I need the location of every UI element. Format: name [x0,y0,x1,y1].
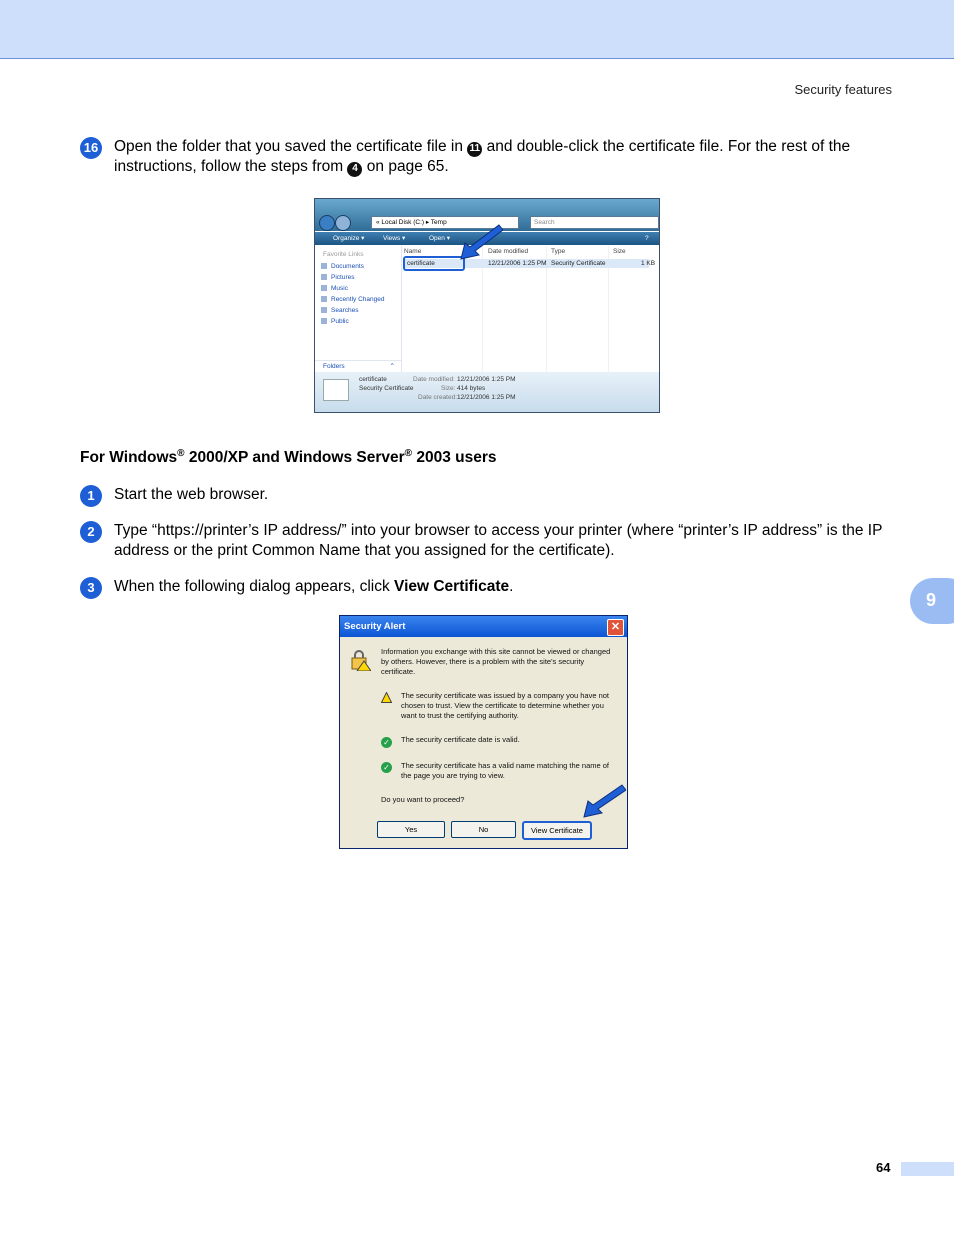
views-button[interactable]: Views ▾ [383,235,406,242]
step-text: and double-click the certificate file. For the rest of the instructions, follow the steps from [114,138,851,175]
step-text: Start the web browser. [114,486,269,503]
detail-size: 414 bytes [457,385,486,392]
warning-icon [381,692,392,703]
step-badge: 3 [80,577,102,599]
dialog-titlebar [340,616,627,637]
lock-warning-icon [349,649,371,671]
dialog-title: Security Alert [344,621,406,632]
view-certificate-bold: View Certificate [394,578,510,595]
file-modified: 12/21/2006 1:25 PM [488,260,547,267]
folders-label: Folders [323,363,345,370]
step-16-text [114,137,900,177]
folder-icon [321,296,327,302]
chevron-up-icon: ⌃ [389,363,395,370]
check-icon: ✓ [381,737,392,748]
step-text: Open the folder that you saved the certificate file in [114,138,463,155]
nav-link-label: Music [331,285,348,292]
folder-icon [321,285,327,291]
file-size: 1 KB [641,260,656,267]
folder-icon [321,307,327,313]
explorer-screenshot [314,198,660,413]
security-alert-dialog [339,615,628,849]
step-text: When the following dialog appears, click [114,578,395,595]
column-header-size[interactable]: Size [613,248,626,255]
details-pane [315,372,659,412]
nav-link-label: Searches [331,307,359,314]
nav-link-public[interactable] [321,318,349,325]
heading-text: For Windows [80,449,178,467]
detail-modified: 12/21/2006 1:25 PM [457,376,516,383]
chapter-number: 9 [926,590,937,610]
detail-size-label: Size: [441,385,456,392]
nav-link-pictures[interactable] [321,274,354,281]
page-number: 64 [876,1160,891,1175]
folder-icon [321,263,327,269]
step-16 [80,137,900,177]
proceed-question: Do you want to proceed? [381,795,465,804]
no-button[interactable]: No [451,821,516,838]
step-text: Type “https://printer’s IP address/” into your browser to access your printer (where “printer’s IP address” is the IP address or the print Common Name that you assigned for the certificate). [114,522,883,559]
back-icon[interactable] [319,215,335,231]
name-valid-text: The security certificate has a valid name matching the name of the page you are trying to view. [401,761,610,780]
step-ref-11: 11 [467,142,482,157]
yes-button[interactable]: Yes [377,821,445,838]
nav-link-recently-changed[interactable] [321,296,384,303]
step-text: on page 65. [366,158,449,175]
step-badge: 16 [80,137,102,159]
column-header-name[interactable]: Name [404,248,422,255]
pointer-arrow-icon [580,781,626,819]
step-ref-4: 4 [347,162,362,177]
help-icon[interactable]: ? [645,235,649,242]
view-certificate-button[interactable]: View Certificate [522,821,592,840]
nav-link-label: Recently Changed [331,296,385,303]
detail-modified-label: Date modified: [413,376,455,383]
nav-link-label: Public [331,318,349,325]
file-name[interactable]: certificate [407,260,435,267]
chapter-tab [910,578,954,624]
date-valid-text: The security certificate date is valid. [401,735,520,744]
section-title: Security features [794,82,892,97]
detail-name: certificate [359,376,387,383]
folder-icon [321,274,327,280]
organize-button[interactable]: Organize ▾ [333,235,365,242]
column-header-modified[interactable]: Date modified [488,248,529,255]
favorite-links-title: Favorite Links [323,251,364,258]
column-header-type[interactable]: Type [551,248,566,255]
file-type: Security Certificate [551,260,606,267]
registered-mark: ® [404,448,413,459]
detail-type: Security Certificate [359,385,414,392]
warning-text: The security certificate was issued by a company you have not chosen to trust. View the certificate to determine whether you want to trust the certifying authority. [401,691,610,720]
nav-link-label: Pictures [331,274,355,281]
heading-text: 2000/XP and Windows Server [188,449,405,467]
certificate-icon [323,379,349,401]
check-icon: ✓ [381,762,392,773]
step-1 [80,485,900,505]
search-input[interactable]: Search [530,216,659,229]
address-bar[interactable]: « Local Disk (C:) ▸ Temp [371,216,519,229]
forward-icon[interactable] [335,215,351,231]
section-heading [80,448,497,467]
close-icon[interactable]: ✕ [607,619,624,636]
step-3 [80,577,900,597]
step-2 [80,521,900,561]
detail-created-label: Date created: [418,394,458,401]
step-badge: 2 [80,521,102,543]
file-list [402,246,659,372]
step-text: . [509,578,514,595]
step-3-text [114,577,900,597]
heading-text: 2003 users [416,449,497,467]
dialog-intro: Information you exchange with this site cannot be viewed or changed by others. However, there is a problem with the site's security certificate. [381,647,611,676]
nav-link-searches[interactable] [321,307,358,314]
top-header-band [0,0,954,59]
nav-link-label: Documents [331,263,364,270]
registered-mark: ® [177,448,185,459]
folders-toggle[interactable] [315,360,401,372]
footer-bar [901,1162,954,1176]
nav-link-documents[interactable] [321,263,364,270]
folder-icon [321,318,327,324]
pointer-arrow-icon [455,221,503,261]
step-badge: 1 [80,485,102,507]
navigation-pane [315,246,402,372]
detail-created: 12/21/2006 1:25 PM [457,394,516,401]
open-button[interactable]: Open ▾ [429,235,450,242]
nav-link-music[interactable] [321,285,348,292]
